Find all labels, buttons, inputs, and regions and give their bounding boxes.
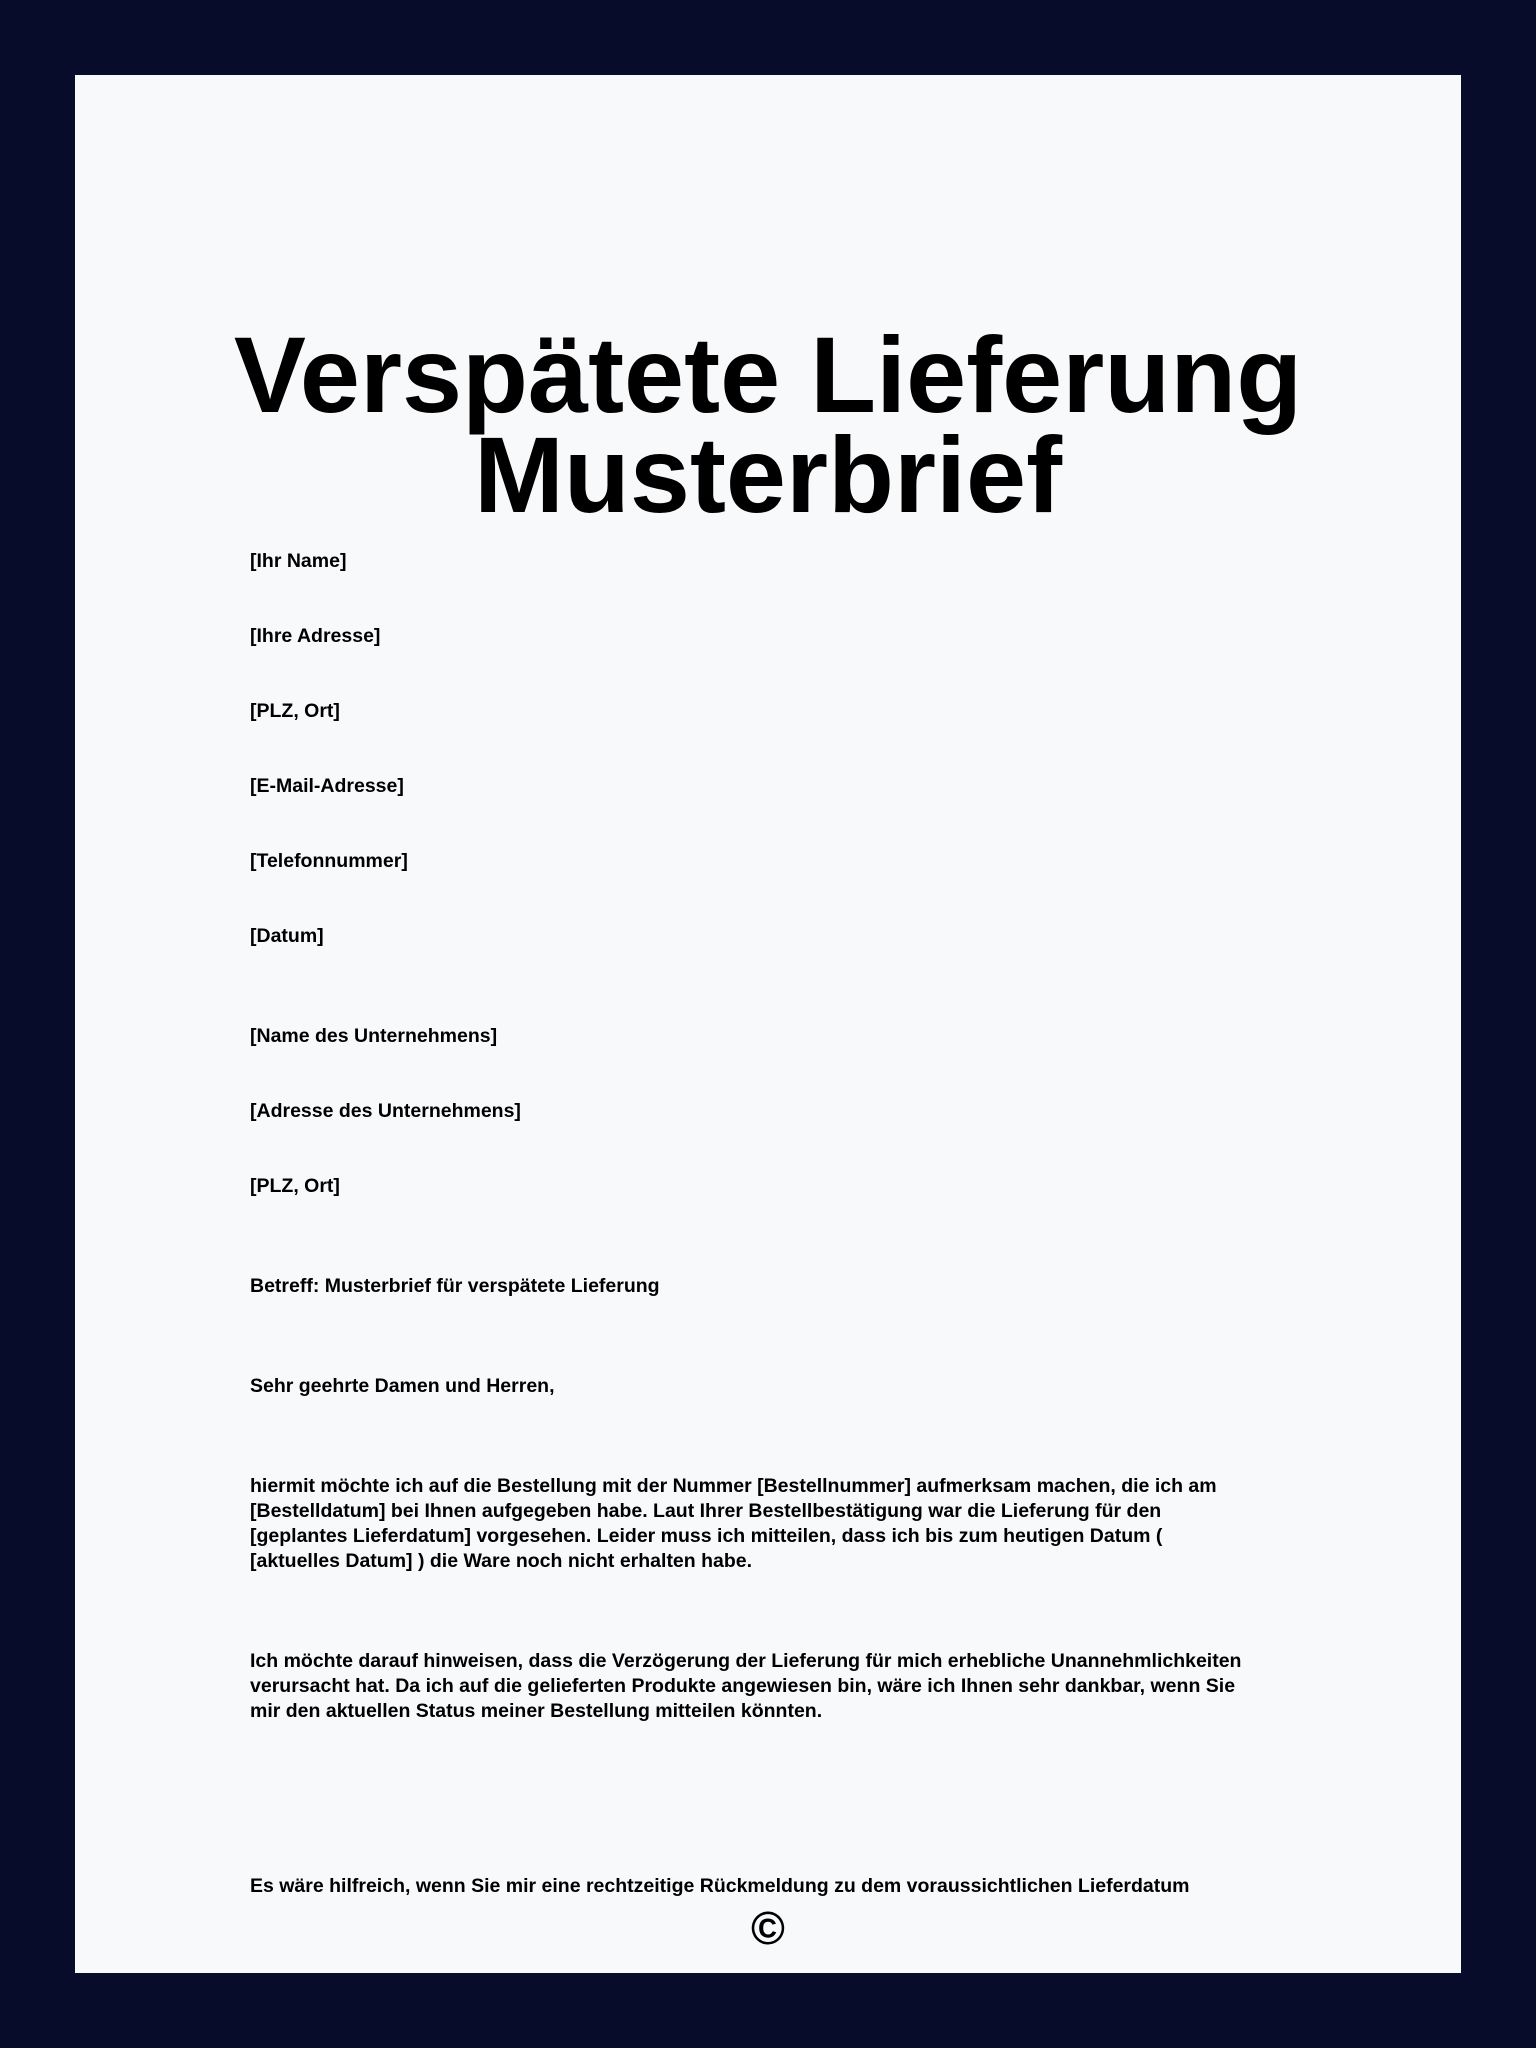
title-line-2: Musterbrief [473, 414, 1063, 535]
paragraph-line: [aktuelles Datum] ) die Ware noch nicht erhalten habe. [250, 1550, 753, 1572]
copyright-icon: © [751, 1902, 785, 1954]
sender-email: [E-Mail-Adresse] [250, 775, 404, 797]
letter-page [75, 75, 1461, 1973]
recipient-company-address: [Adresse des Unternehmens] [250, 1100, 521, 1122]
paragraph-line: Ich möchte darauf hinweisen, dass die Verzögerung der Lieferung für mich erhebliche Unannehmlichkeiten [250, 1650, 1242, 1672]
paragraph-line: [geplantes Lieferdatum] vorgesehen. Leider muss ich mitteilen, dass ich bis zum heutigen Datum ( [250, 1525, 1163, 1547]
sender-phone: [Telefonnummer] [250, 850, 408, 872]
letter-date: [Datum] [250, 925, 324, 947]
recipient-zip-city: [PLZ, Ort] [250, 1175, 340, 1197]
paragraph-line: verursacht hat. Da ich auf die gelieferten Produkte angewiesen bin, wäre ich Ihnen sehr dankbar, wenn Sie [250, 1675, 1236, 1697]
paragraph-line: [Bestelldatum] bei Ihnen aufgegeben habe. Laut Ihrer Bestellbestätigung war die Lieferung für den [250, 1500, 1162, 1522]
paragraph-line: Es wäre hilfreich, wenn Sie mir eine rechtzeitige Rückmeldung zu dem voraussichtlichen Lieferdatum [250, 1875, 1190, 1897]
sender-name: [Ihr Name] [250, 550, 347, 572]
recipient-company-name: [Name des Unternehmens] [250, 1025, 498, 1047]
body-paragraph-2 [250, 1649, 1360, 1724]
title-line-1: Verspätete Lieferung [233, 314, 1303, 435]
paragraph-line: mir den aktuellen Status meiner Bestellung mitteilen könnten. [250, 1700, 823, 1722]
page-title [75, 314, 1461, 535]
paragraph-line: hiermit möchte ich auf die Bestellung mit der Nummer [Bestellnummer] aufmerksam machen, die ich am [250, 1475, 1217, 1497]
sender-zip-city: [PLZ, Ort] [250, 700, 340, 722]
sender-address: [Ihre Adresse] [250, 625, 381, 647]
body-paragraph-3 [250, 1874, 1360, 1899]
subject-line: Betreff: Musterbrief für verspätete Lieferung [250, 1275, 660, 1297]
body-paragraph-1 [250, 1474, 1360, 1574]
salutation: Sehr geehrte Damen und Herren, [250, 1375, 555, 1397]
